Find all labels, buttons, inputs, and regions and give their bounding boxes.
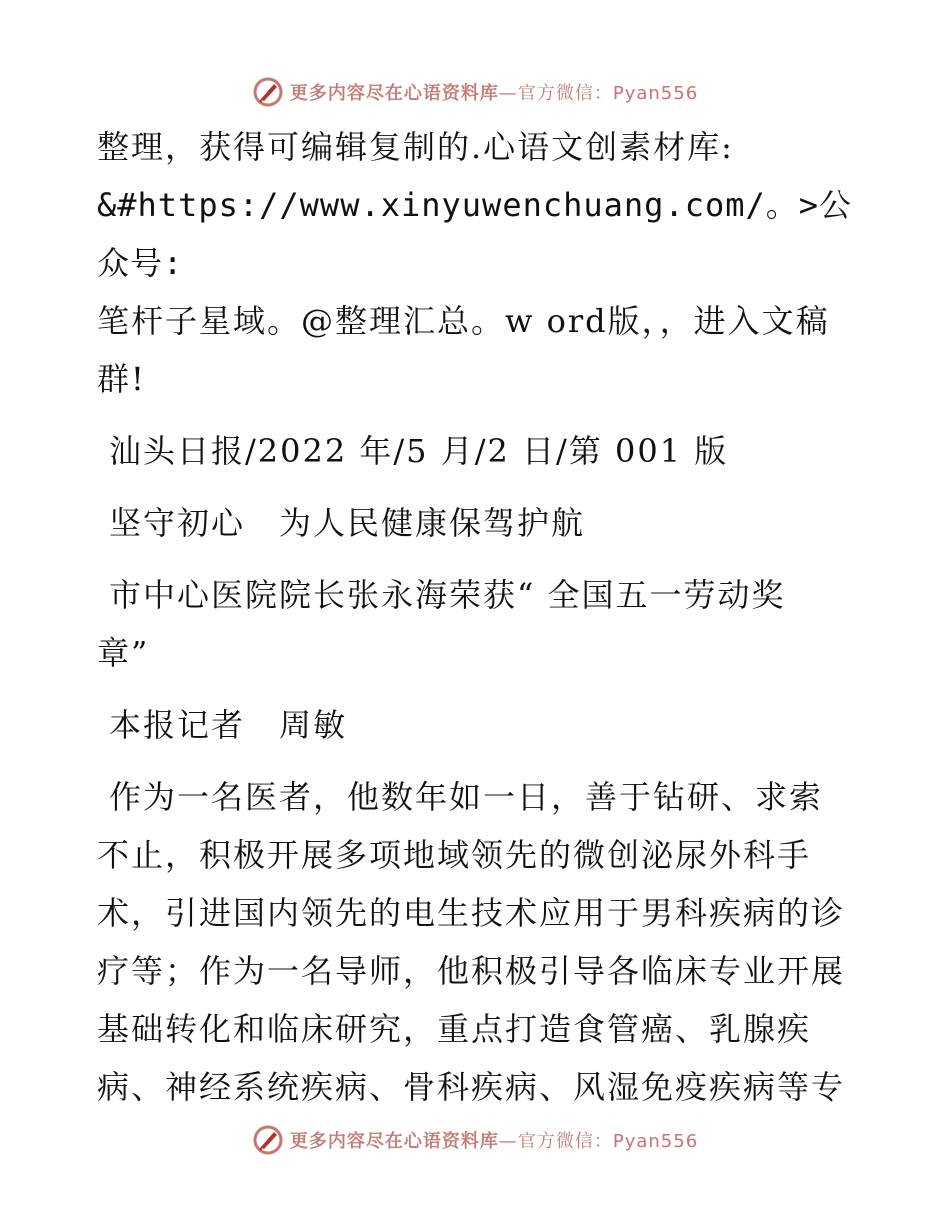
watermark-wechat-label: 官方微信： (517, 83, 613, 104)
watermark-brand-text: 更多内容尽在心语资料库 (289, 83, 499, 104)
quill-ink-logo-icon (252, 1124, 284, 1156)
body-line: 基础转化和临床研究，重点打造食管癌、乳腺疾 (97, 1010, 812, 1048)
watermark-wechat-id: Pyan556 (612, 1131, 699, 1152)
source-line: 汕头日报/2022 年/5 月/2 日/第 001 版 (109, 432, 729, 470)
watermark-dash: — (498, 83, 518, 104)
body-line: 作为一名医者，他数年如一日，善于钻研、求索 (109, 778, 824, 816)
body-line: 术，引进国内领先的电生技术应用于男科疾病的诊 (97, 894, 846, 932)
subheadline-line: 章” (97, 634, 150, 672)
body-paragraph (97, 768, 857, 1116)
footer-watermark (0, 1120, 950, 1160)
byline: 本报记者 周敏 (109, 706, 348, 744)
quill-ink-logo-icon (252, 76, 284, 108)
document-body (97, 118, 857, 1116)
intro-line: 笔杆子星域。@整理汇总。w ord版，，进入文稿 (97, 302, 830, 340)
body-line: 病、神经系统疾病、骨科疾病、风湿免疫疾病等专 (97, 1068, 846, 1106)
intro-line: 群! (97, 360, 146, 398)
body-line: 疗等；作为一名导师，他积极引导各临床专业开展 (97, 952, 846, 990)
watermark-brand-text: 更多内容尽在心语资料库 (289, 1131, 499, 1152)
headline: 坚守初心 为人民健康保驾护航 (109, 504, 586, 542)
intro-paragraph (97, 118, 857, 408)
watermark-wechat-id: Pyan556 (612, 83, 699, 104)
watermark-wechat-label: 官方微信： (517, 1131, 613, 1152)
intro-line-url: &#https://www.xinyuwenchuang.com/。>公众号: (97, 186, 853, 282)
intro-line: 整理，获得可编辑复制的.心语文创素材库: (97, 128, 734, 166)
body-line: 不止，积极开展多项地域领先的微创泌尿外科手 (97, 836, 812, 874)
header-watermark (0, 72, 950, 112)
watermark-dash: — (498, 1131, 518, 1152)
subheadline-line: 市中心医院院长张永海荣获“ 全国五一劳动奖 (109, 576, 786, 614)
subheadline (97, 566, 857, 682)
